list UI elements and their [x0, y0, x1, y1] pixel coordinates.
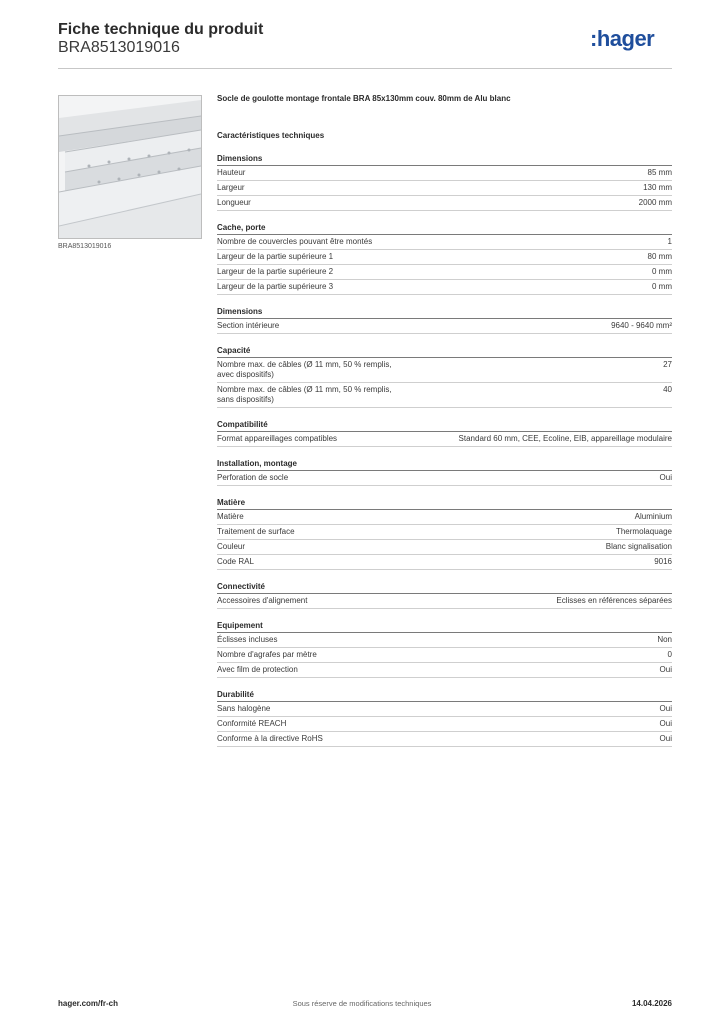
spec-value: 80 mm — [647, 252, 672, 261]
footer-notice: Sous réserve de modifications techniques — [292, 999, 432, 1008]
spec-label: Conforme à la directive RoHS — [217, 734, 323, 743]
spec-label: Nombre d'agrafes par mètre — [217, 650, 317, 659]
spec-row — [217, 525, 672, 540]
spec-value: Oui — [659, 734, 672, 743]
spec-row — [217, 319, 672, 334]
spec-section — [217, 619, 672, 678]
section-title: Compatibilité — [217, 418, 672, 432]
spec-row — [217, 166, 672, 181]
spec-row — [217, 648, 672, 663]
spec-label: Nombre max. de câbles (Ø 11 mm, 50 % remplis, avec dispositifs) — [217, 360, 392, 379]
spec-label: Code RAL — [217, 557, 254, 566]
spec-row — [217, 235, 672, 250]
spec-row — [217, 250, 672, 265]
spec-value: Non — [657, 635, 672, 644]
spec-row — [217, 633, 672, 648]
section-title: Dimensions — [217, 305, 672, 319]
section-title: Equipement — [217, 619, 672, 633]
spec-value: 9640 - 9640 mm² — [611, 321, 672, 330]
spec-value: Thermolaquage — [615, 527, 672, 536]
spec-value: Standard 60 mm, CEE, Ecoline, EIB, appareillage modulaire — [458, 434, 672, 443]
spec-row — [217, 432, 672, 447]
spec-section — [217, 688, 672, 747]
header-divider — [58, 68, 672, 69]
spec-section — [217, 152, 672, 211]
spec-label: Nombre de couvercles pouvant être montés — [217, 237, 373, 246]
page-title: Fiche technique du produit — [58, 21, 264, 38]
spec-value: 9016 — [654, 557, 672, 566]
spec-value: 0 mm — [652, 282, 672, 291]
spec-value: Eclisses en références séparées — [556, 596, 672, 605]
spec-row — [217, 280, 672, 295]
specs-heading: Caractéristiques techniques — [217, 131, 325, 140]
footer-date: 14.04.2026 — [631, 999, 672, 1008]
spec-label: Accessoires d'alignement — [217, 596, 308, 605]
product-reference: BRA8513019016 — [58, 39, 180, 56]
spec-row — [217, 732, 672, 747]
product-title: Socle de goulotte montage frontale BRA 85x130mm couv. 80mm de Alu blanc — [217, 94, 511, 103]
spec-label: Hauteur — [217, 168, 246, 177]
spec-row — [217, 594, 672, 609]
spec-value: Blanc signalisation — [605, 542, 672, 551]
spec-label: Avec film de protection — [217, 665, 298, 674]
spec-label: Longueur — [217, 198, 251, 207]
spec-section — [217, 457, 672, 486]
spec-row — [217, 196, 672, 211]
spec-value: 1 — [667, 237, 672, 246]
spec-row — [217, 181, 672, 196]
section-title: Dimensions — [217, 152, 672, 166]
spec-label: Couleur — [217, 542, 246, 551]
spec-value: Oui — [659, 719, 672, 728]
spec-section — [217, 418, 672, 447]
spec-section — [217, 496, 672, 570]
spec-section — [217, 221, 672, 295]
trunking-illustration — [59, 96, 201, 238]
spec-label: Conformité REACH — [217, 719, 287, 728]
section-title: Durabilité — [217, 688, 672, 702]
spec-label: Largeur de la partie supérieure 1 — [217, 252, 334, 261]
product-image — [58, 95, 202, 239]
spec-label: Nombre max. de câbles (Ø 11 mm, 50 % remplis, sans dispositifs) — [217, 385, 392, 404]
spec-value: Oui — [659, 473, 672, 482]
section-title: Connectivité — [217, 580, 672, 594]
spec-label: Largeur de la partie supérieure 3 — [217, 282, 334, 291]
spec-label: Éclisses incluses — [217, 635, 278, 644]
spec-value: 2000 mm — [638, 198, 672, 207]
spec-row — [217, 702, 672, 717]
spec-row — [217, 555, 672, 570]
spec-row — [217, 358, 672, 383]
footer-website: hager.com/fr-ch — [58, 999, 119, 1008]
spec-label: Largeur de la partie supérieure 2 — [217, 267, 334, 276]
spec-section — [217, 344, 672, 408]
section-title: Installation, montage — [217, 457, 672, 471]
spec-value: 27 — [663, 360, 672, 369]
spec-label: Perforation de socle — [217, 473, 289, 482]
spec-label: Section intérieure — [217, 321, 280, 330]
spec-row — [217, 265, 672, 280]
spec-section — [217, 580, 672, 609]
spec-value: Oui — [659, 665, 672, 674]
spec-value: 85 mm — [647, 168, 672, 177]
spec-row — [217, 663, 672, 678]
section-title: Capacité — [217, 344, 672, 358]
spec-label: Matière — [217, 512, 244, 521]
spec-label: Traitement de surface — [217, 527, 295, 536]
spec-label: Sans halogène — [217, 704, 271, 713]
spec-row — [217, 471, 672, 486]
spec-sections — [217, 152, 672, 747]
spec-row — [217, 510, 672, 525]
image-caption: BRA8513019016 — [58, 243, 112, 250]
spec-section — [217, 305, 672, 334]
section-title: Cache, porte — [217, 221, 672, 235]
spec-value: Aluminium — [634, 512, 672, 521]
spec-row — [217, 540, 672, 555]
spec-value: 40 — [663, 385, 672, 394]
spec-row — [217, 383, 672, 408]
main-content — [217, 93, 672, 747]
spec-value: 0 — [667, 650, 672, 659]
hager-logo: :hager — [590, 26, 655, 51]
section-title: Matière — [217, 496, 672, 510]
spec-label: Largeur — [217, 183, 245, 192]
spec-value: Oui — [659, 704, 672, 713]
spec-value: 130 mm — [643, 183, 672, 192]
spec-row — [217, 717, 672, 732]
spec-value: 0 mm — [652, 267, 672, 276]
spec-label: Format appareillages compatibles — [217, 434, 338, 443]
